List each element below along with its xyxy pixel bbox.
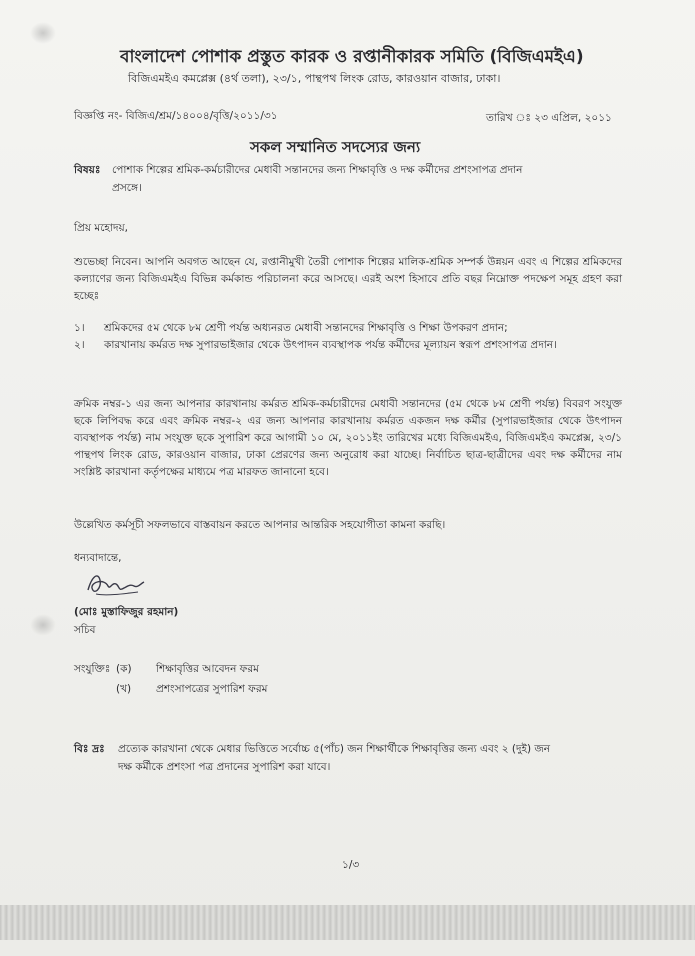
signatory-name: (মোঃ মুস্তাফিজুর রহমান) [74,606,179,618]
attachment-item: প্রশংসাপত্রের সুপারিশ ফরম [156,683,268,695]
page-number: ১/৩ [342,859,360,871]
org-name: বাংলাদেশ পোশাক প্রস্তুত কারক ও রপ্তানীকারক সমিতি (বিজিএমইএ) [120,47,584,67]
salutation: প্রিয় মহোদয়, [74,222,129,234]
body-paragraph-1: শুভেচ্ছা নিবেন। আপনি অবগত আছেন যে, রপ্তানীমুখী তৈরী পোশাক শিল্পের মালিক-শ্রমিক সম্পর্ক উন্নয়ন এবং এ শিল্পের শ্রমিকদের কল্যাণের জন্য বিজিএমইএ বিভিন্ন কর্মকান্ড পরিচালনা করে আসছে। এরই অংশ হিসাবে প্রতি বছর নিম্নোক্ত পদক্ষেপ সমূহ গ্রহণ করা হচ্ছেঃ [74,256,622,302]
org-address: বিজিএমইএ কমপ্লেক্স (৪র্থ তলা), ২৩/১, পান্থপথ লিংক রোড, কারওয়ান বাজার, ঢাকা। [128,72,501,85]
list-item-text: শ্রমিকদের ৫ম থেকে ৮ম শ্রেণী পর্যন্ত অধ্যনরত মেধাবী সন্তানদের শিক্ষাবৃত্তি ও শিক্ষা উপকরণ প্রদান; [104,322,508,334]
note-label: বিঃ দ্রঃ [74,743,105,755]
binder-hole-mark [30,614,56,636]
attachment-item: শিক্ষাবৃত্তির আবেদন ফরম [156,663,259,675]
signatory-title: সচিব [74,624,96,636]
scan-edge-band [0,905,695,940]
subject-label: বিষয়ঃ [74,164,101,176]
attachment-number: (ক) [116,663,132,675]
memo-ref: বিজ্ঞপ্তি নং- বিজিএ/শ্রম/১৪০০৪/বৃত্তি/২০১১/৩১ [74,110,278,122]
attachments-label: সংযুক্তিঃ [74,663,111,675]
signature-image [82,568,152,602]
body-paragraph-3: উল্লেখিত কর্মসূচী সফলভাবে বাস্তবায়ন করতে আপনার আন্তরিক সহযোগীতা কামনা করছি। [74,519,446,531]
subject-line-2: প্রসঙ্গে। [112,182,142,194]
recipient-title: সকল সম্মানিত সদস্যের জন্য [250,138,421,156]
subject-line-1: পোশাক শিল্পের শ্রমিক-কর্মচারীদের মেধাবী সন্তানদের জন্য শিক্ষাবৃত্তি ও দক্ষ কর্মীদের প্রশংসাপত্র প্রদান [112,164,523,176]
list-item-number: ২। [74,339,85,351]
memo-date: তারিখ ঃ ২৩ এপ্রিল, ২০১১ [486,112,612,124]
closing: ধন্যবাদান্তে, [74,552,122,564]
note-line-1: প্রত্যেক কারখানা থেকে মেধার ভিত্তিতে সর্বোচ্চ ৫(পাঁচ) জন শিক্ষার্থীকে শিক্ষাবৃত্তির জন্য এবং ২ (দুই) জন [118,743,551,755]
list-item-number: ১। [74,322,85,334]
list-item-text: কারখানায় কর্মরত দক্ষ সুপারভাইজার থেকে উৎপাদন ব্যবস্থাপক পর্যন্ত কর্মীদের মূল্যায়ন স্বরূপ প্রশংসাপত্র প্রদান। [104,339,557,351]
note-line-2: দক্ষ কর্মীকে প্রশংসা পত্র প্রদানের সুপারিশ করা যাবে। [118,761,331,773]
body-paragraph-2: ক্রমিক নম্বর-১ এর জন্য আপনার কারখানায় কর্মরত শ্রমিক-কর্মচারীদের মেধাবী সন্তানদের (৫ম থেকে ৮ম শ্রেণী পর্যন্ত) বিবরণ সংযুক্ত ছকে লিপিবদ্ধ করে এবং ক্রমিক নম্বর-২ এর জন্য আপনার কারখানায় কর্মরত একজন দক্ষ কর্মীর (সুপারভাইজার থেকে উৎপাদন ব্যবস্থাপক পর্যন্ত) নাম সংযুক্ত ছকে সুপারিশ করে আগামী ১০ মে, ২০১১ইং তারিখের মধ্যে বিজিএমইএ, বিজিএমইএ কমপ্লেক্স, ২৩/১ পান্থপথ লিংক রোড, কারওয়ান বাজার, ঢাকা প্রেরণের জন্য অনুরোধ করা যাচ্ছে। নির্বাচিত ছাত্র-ছাত্রীদের এবং দক্ষ কর্মীদের নাম সংশ্লিষ্ট কারখানা কর্তৃপক্ষের মাধ্যমে পত্র মারফত জানানো হবে। [74,398,622,478]
binder-hole-mark [30,22,56,44]
attachment-number: (খ) [116,683,132,695]
